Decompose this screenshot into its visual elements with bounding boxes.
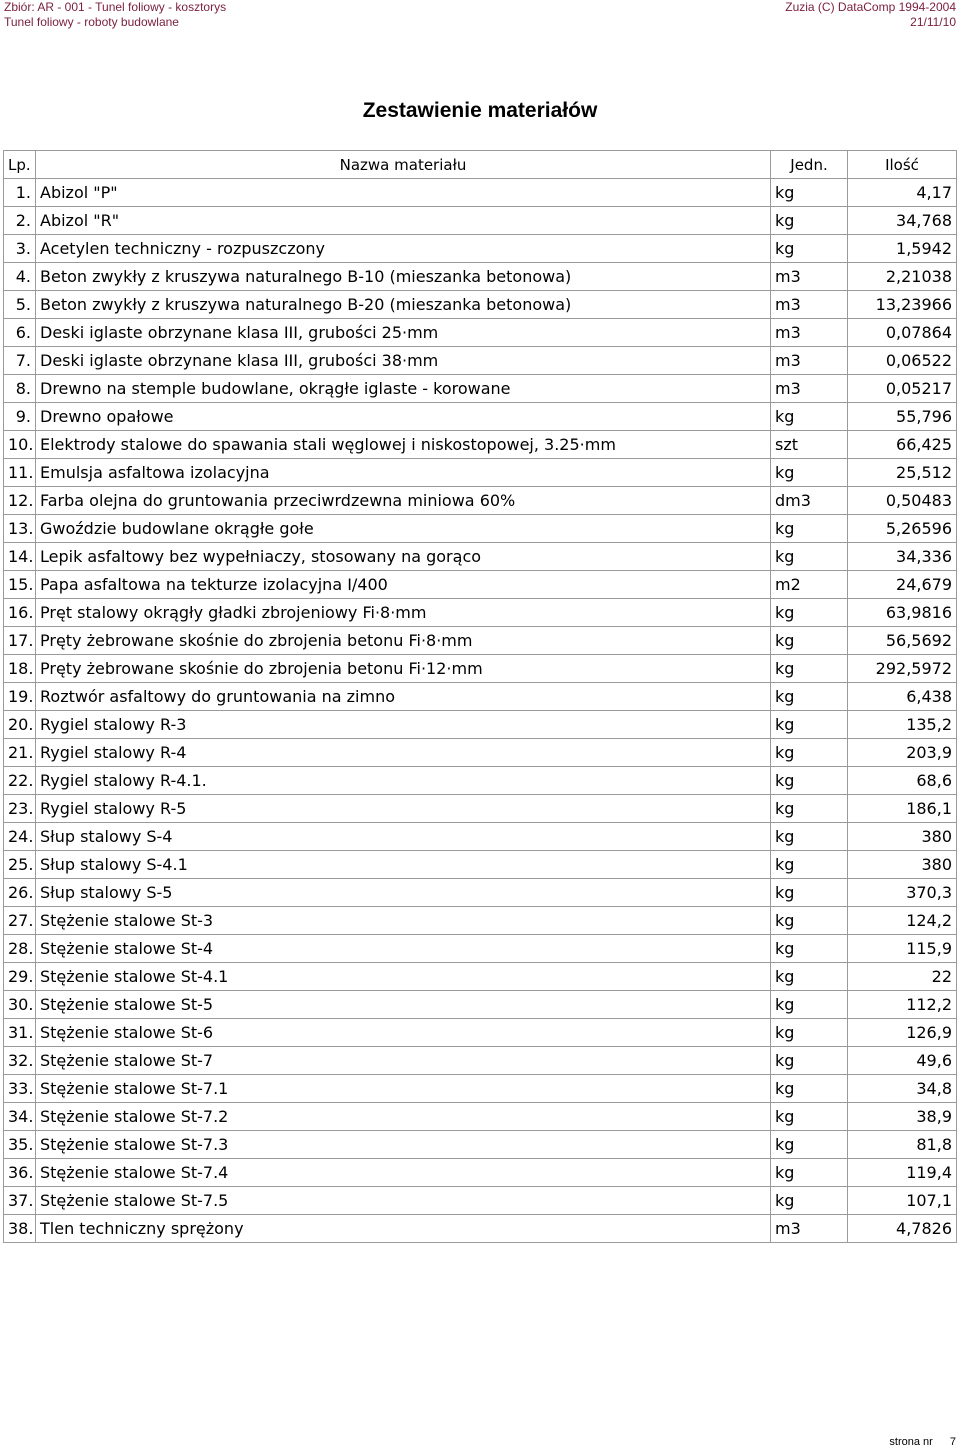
cell-lp: 35. (4, 1131, 36, 1159)
cell-lp: 33. (4, 1075, 36, 1103)
cell-unit: kg (771, 1019, 848, 1047)
table-row (4, 907, 957, 935)
cell-unit: dm3 (771, 487, 848, 515)
cell-unit: szt (771, 431, 848, 459)
cell-qty: 370,3 (848, 879, 957, 907)
cell-lp: 10. (4, 431, 36, 459)
cell-lp: 2. (4, 207, 36, 235)
cell-qty: 186,1 (848, 795, 957, 823)
cell-qty: 6,438 (848, 683, 957, 711)
table-row (4, 207, 957, 235)
col-header-name: Nazwa materiału (36, 151, 771, 179)
table-row (4, 487, 957, 515)
cell-unit: kg (771, 711, 848, 739)
cell-lp: 19. (4, 683, 36, 711)
cell-unit: kg (771, 207, 848, 235)
cell-name: Roztwór asfaltowy do gruntowania na zimno (36, 683, 771, 711)
cell-unit: kg (771, 235, 848, 263)
cell-lp: 5. (4, 291, 36, 319)
cell-unit: kg (771, 179, 848, 207)
table-row (4, 851, 957, 879)
cell-unit: kg (771, 907, 848, 935)
cell-qty: 22 (848, 963, 957, 991)
cell-lp: 26. (4, 879, 36, 907)
header-date: 21/11/10 (910, 15, 956, 29)
cell-lp: 37. (4, 1187, 36, 1215)
cell-unit: kg (771, 655, 848, 683)
cell-qty: 119,4 (848, 1159, 957, 1187)
table-row (4, 599, 957, 627)
cell-lp: 23. (4, 795, 36, 823)
table-row (4, 543, 957, 571)
table-row (4, 1047, 957, 1075)
cell-lp: 11. (4, 459, 36, 487)
table-row (4, 795, 957, 823)
page-header (4, 0, 956, 30)
cell-unit: kg (771, 963, 848, 991)
cell-unit: m2 (771, 571, 848, 599)
table-row (4, 1187, 957, 1215)
cell-name: Acetylen techniczny - rozpuszczony (36, 235, 771, 263)
col-header-qty: Ilość (848, 151, 957, 179)
cell-lp: 14. (4, 543, 36, 571)
cell-lp: 24. (4, 823, 36, 851)
cell-name: Pręty żebrowane skośnie do zbrojenia betonu Fi·8·mm (36, 627, 771, 655)
cell-lp: 4. (4, 263, 36, 291)
cell-qty: 4,17 (848, 179, 957, 207)
cell-lp: 30. (4, 991, 36, 1019)
table-row (4, 179, 957, 207)
cell-lp: 31. (4, 1019, 36, 1047)
cell-lp: 25. (4, 851, 36, 879)
cell-qty: 135,2 (848, 711, 957, 739)
cell-name: Rygiel stalowy R-5 (36, 795, 771, 823)
cell-name: Farba olejna do gruntowania przeciwrdzewna miniowa 60% (36, 487, 771, 515)
cell-unit: kg (771, 991, 848, 1019)
col-header-lp: Lp. (4, 151, 36, 179)
cell-unit: m3 (771, 375, 848, 403)
cell-lp: 9. (4, 403, 36, 431)
cell-qty: 34,768 (848, 207, 957, 235)
cell-qty: 4,7826 (848, 1215, 957, 1243)
cell-lp: 7. (4, 347, 36, 375)
cell-name: Beton zwykły z kruszywa naturalnego B-10 (mieszanka betonowa) (36, 263, 771, 291)
table-body (4, 179, 957, 1243)
cell-qty: 34,8 (848, 1075, 957, 1103)
cell-lp: 6. (4, 319, 36, 347)
cell-lp: 13. (4, 515, 36, 543)
cell-qty: 25,512 (848, 459, 957, 487)
cell-qty: 5,26596 (848, 515, 957, 543)
cell-lp: 38. (4, 1215, 36, 1243)
cell-qty: 49,6 (848, 1047, 957, 1075)
cell-lp: 34. (4, 1103, 36, 1131)
header-section: Tunel foliowy - roboty budowlane (4, 15, 179, 29)
cell-name: Stężenie stalowe St-7 (36, 1047, 771, 1075)
cell-unit: kg (771, 1047, 848, 1075)
cell-lp: 15. (4, 571, 36, 599)
cell-name: Słup stalowy S-5 (36, 879, 771, 907)
table-header-row (4, 151, 957, 179)
cell-unit: kg (771, 683, 848, 711)
cell-qty: 126,9 (848, 1019, 957, 1047)
cell-qty: 0,07864 (848, 319, 957, 347)
table-row (4, 1159, 957, 1187)
cell-qty: 81,8 (848, 1131, 957, 1159)
table-row (4, 235, 957, 263)
header-software: Zuzia (C) DataComp 1994-2004 (785, 0, 956, 14)
header-collection: Zbiór: AR - 001 - Tunel foliowy - kosztorys (4, 0, 227, 14)
table-row (4, 963, 957, 991)
table-row (4, 515, 957, 543)
cell-name: Lepik asfaltowy bez wypełniaczy, stosowany na gorąco (36, 543, 771, 571)
cell-name: Pręt stalowy okrągły gładki zbrojeniowy Fi·8·mm (36, 599, 771, 627)
cell-lp: 3. (4, 235, 36, 263)
table-row (4, 319, 957, 347)
cell-lp: 12. (4, 487, 36, 515)
cell-qty: 0,05217 (848, 375, 957, 403)
footer-page-number: 7 (949, 1436, 956, 1448)
table-row (4, 1019, 957, 1047)
cell-name: Pręty żebrowane skośnie do zbrojenia betonu Fi·12·mm (36, 655, 771, 683)
cell-name: Elektrody stalowe do spawania stali węglowej i niskostopowej, 3.25·mm (36, 431, 771, 459)
page-footer (875, 1436, 956, 1448)
cell-unit: kg (771, 1187, 848, 1215)
cell-qty: 124,2 (848, 907, 957, 935)
cell-unit: m3 (771, 319, 848, 347)
cell-lp: 16. (4, 599, 36, 627)
table-row (4, 655, 957, 683)
table-row (4, 991, 957, 1019)
footer-page-label: strona nr (889, 1436, 933, 1448)
table-row (4, 1075, 957, 1103)
cell-qty: 55,796 (848, 403, 957, 431)
table-row (4, 1103, 957, 1131)
cell-unit: kg (771, 767, 848, 795)
table-row (4, 431, 957, 459)
table-row (4, 767, 957, 795)
cell-name: Emulsja asfaltowa izolacyjna (36, 459, 771, 487)
table-row (4, 739, 957, 767)
cell-qty: 2,21038 (848, 263, 957, 291)
table-row (4, 375, 957, 403)
cell-lp: 20. (4, 711, 36, 739)
cell-lp: 28. (4, 935, 36, 963)
cell-name: Stężenie stalowe St-7.4 (36, 1159, 771, 1187)
cell-lp: 8. (4, 375, 36, 403)
cell-name: Słup stalowy S-4 (36, 823, 771, 851)
cell-qty: 115,9 (848, 935, 957, 963)
cell-qty: 68,6 (848, 767, 957, 795)
cell-name: Rygiel stalowy R-4.1. (36, 767, 771, 795)
cell-qty: 56,5692 (848, 627, 957, 655)
cell-qty: 38,9 (848, 1103, 957, 1131)
table-row (4, 1131, 957, 1159)
cell-qty: 1,5942 (848, 235, 957, 263)
table-row (4, 347, 957, 375)
cell-unit: m3 (771, 1215, 848, 1243)
table-row (4, 291, 957, 319)
cell-name: Stężenie stalowe St-4.1 (36, 963, 771, 991)
cell-qty: 0,50483 (848, 487, 957, 515)
table-row (4, 263, 957, 291)
table-row (4, 935, 957, 963)
cell-qty: 380 (848, 823, 957, 851)
cell-name: Stężenie stalowe St-5 (36, 991, 771, 1019)
cell-name: Deski iglaste obrzynane klasa III, grubości 38·mm (36, 347, 771, 375)
cell-name: Stężenie stalowe St-7.1 (36, 1075, 771, 1103)
cell-unit: kg (771, 627, 848, 655)
materials-table (3, 150, 957, 1243)
cell-name: Stężenie stalowe St-7.2 (36, 1103, 771, 1131)
cell-name: Deski iglaste obrzynane klasa III, grubości 25·mm (36, 319, 771, 347)
cell-unit: kg (771, 515, 848, 543)
cell-qty: 63,9816 (848, 599, 957, 627)
table-row (4, 823, 957, 851)
cell-name: Abizol "P" (36, 179, 771, 207)
cell-unit: m3 (771, 347, 848, 375)
cell-lp: 36. (4, 1159, 36, 1187)
cell-name: Tlen techniczny sprężony (36, 1215, 771, 1243)
cell-name: Rygiel stalowy R-4 (36, 739, 771, 767)
table-row (4, 711, 957, 739)
cell-unit: kg (771, 403, 848, 431)
cell-unit: kg (771, 1075, 848, 1103)
cell-qty: 34,336 (848, 543, 957, 571)
cell-unit: kg (771, 599, 848, 627)
cell-name: Stężenie stalowe St-6 (36, 1019, 771, 1047)
cell-unit: kg (771, 851, 848, 879)
cell-qty: 66,425 (848, 431, 957, 459)
table-row (4, 403, 957, 431)
cell-unit: m3 (771, 291, 848, 319)
cell-unit: kg (771, 935, 848, 963)
cell-unit: kg (771, 739, 848, 767)
cell-unit: kg (771, 1131, 848, 1159)
cell-name: Papa asfaltowa na tekturze izolacyjna I/400 (36, 571, 771, 599)
cell-name: Drewno na stemple budowlane, okrągłe iglaste - korowane (36, 375, 771, 403)
cell-lp: 29. (4, 963, 36, 991)
cell-name: Stężenie stalowe St-4 (36, 935, 771, 963)
cell-name: Rygiel stalowy R-3 (36, 711, 771, 739)
cell-name: Gwoździe budowlane okrągłe gołe (36, 515, 771, 543)
cell-lp: 32. (4, 1047, 36, 1075)
cell-qty: 380 (848, 851, 957, 879)
cell-unit: kg (771, 795, 848, 823)
table-row (4, 879, 957, 907)
cell-name: Beton zwykły z kruszywa naturalnego B-20 (mieszanka betonowa) (36, 291, 771, 319)
cell-lp: 1. (4, 179, 36, 207)
cell-lp: 27. (4, 907, 36, 935)
col-header-unit: Jedn. (771, 151, 848, 179)
table-row (4, 459, 957, 487)
table-row (4, 571, 957, 599)
cell-unit: kg (771, 1103, 848, 1131)
cell-name: Stężenie stalowe St-3 (36, 907, 771, 935)
cell-name: Drewno opałowe (36, 403, 771, 431)
cell-name: Stężenie stalowe St-7.3 (36, 1131, 771, 1159)
table-row (4, 627, 957, 655)
cell-lp: 17. (4, 627, 36, 655)
cell-qty: 107,1 (848, 1187, 957, 1215)
cell-qty: 13,23966 (848, 291, 957, 319)
cell-unit: kg (771, 1159, 848, 1187)
cell-lp: 22. (4, 767, 36, 795)
cell-qty: 203,9 (848, 739, 957, 767)
page-title: Zestawienie materiałów (362, 99, 598, 122)
cell-qty: 112,2 (848, 991, 957, 1019)
cell-unit: kg (771, 459, 848, 487)
table-row (4, 683, 957, 711)
cell-name: Słup stalowy S-4.1 (36, 851, 771, 879)
cell-unit: kg (771, 823, 848, 851)
cell-unit: m3 (771, 263, 848, 291)
table-row (4, 1215, 957, 1243)
cell-qty: 292,5972 (848, 655, 957, 683)
cell-qty: 0,06522 (848, 347, 957, 375)
cell-name: Abizol "R" (36, 207, 771, 235)
cell-lp: 21. (4, 739, 36, 767)
cell-lp: 18. (4, 655, 36, 683)
cell-qty: 24,679 (848, 571, 957, 599)
cell-unit: kg (771, 879, 848, 907)
cell-unit: kg (771, 543, 848, 571)
cell-name: Stężenie stalowe St-7.5 (36, 1187, 771, 1215)
